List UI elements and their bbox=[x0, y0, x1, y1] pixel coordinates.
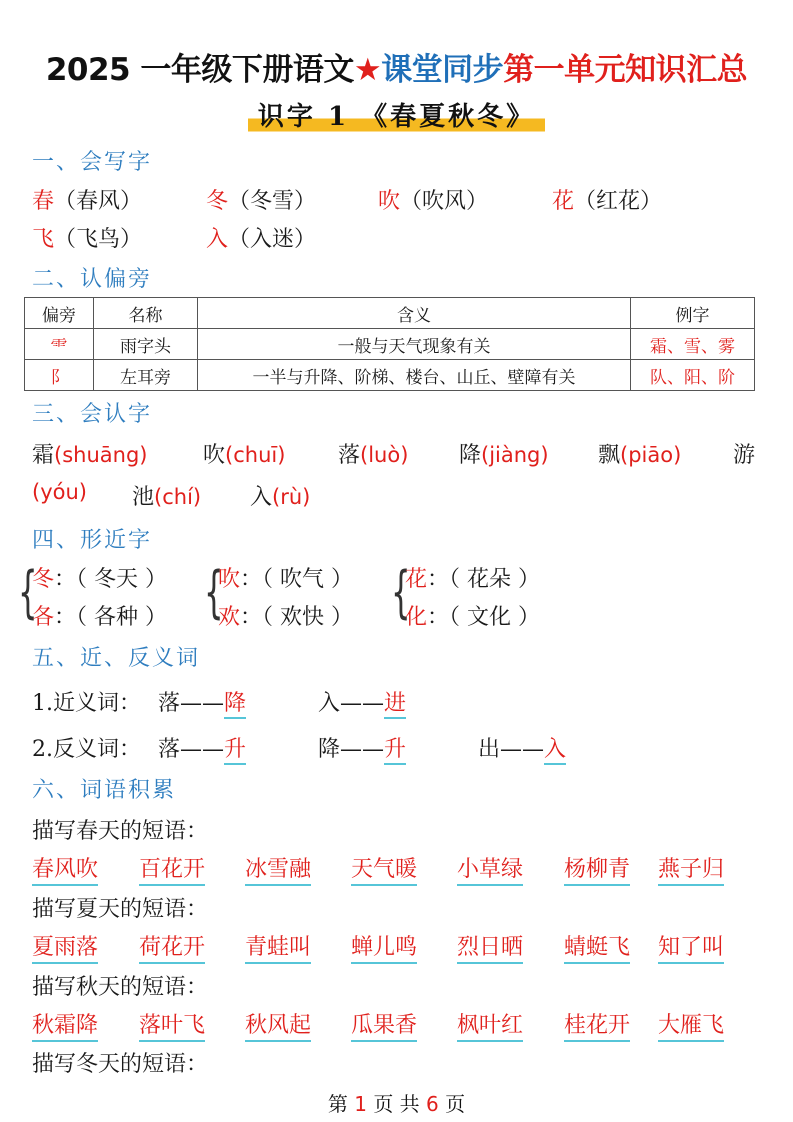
similar-char-a: 花：（ 花朵 ） bbox=[405, 567, 541, 592]
page-number: 1 bbox=[354, 1092, 367, 1116]
recognize-char-item: 吹(chuī) bbox=[203, 443, 286, 468]
phrase-item: 百花开 bbox=[139, 852, 205, 886]
phrase-item: 枫叶红 bbox=[457, 1008, 523, 1042]
antonyms-label: 2.反义词： bbox=[32, 737, 141, 762]
phrase-label-summer: 描写夏天的短语： bbox=[32, 897, 209, 922]
phrase-item: 荷花开 bbox=[139, 930, 205, 964]
write-char-item: 冬（冬雪） bbox=[206, 189, 317, 214]
section-heading-radicals: 二、认偏旁 bbox=[32, 267, 153, 292]
phrase-item: 蜻蜓飞 bbox=[564, 930, 630, 964]
phrase-item: 杨柳青 bbox=[564, 852, 630, 886]
lesson-subtitle: 识字 1 《春夏秋冬》 bbox=[248, 100, 545, 134]
section-heading-phrases: 六、词语积累 bbox=[32, 778, 177, 803]
phrase-item: 大雁飞 bbox=[658, 1008, 724, 1042]
document-title bbox=[0, 44, 793, 89]
antonym-pair: 落——升 bbox=[158, 732, 246, 763]
phrase-item: 落叶飞 bbox=[139, 1008, 205, 1042]
recognize-char-item: 入(rù) bbox=[250, 485, 311, 510]
phrase-item: 知了叫 bbox=[658, 930, 724, 964]
write-char-item: 飞（飞鸟） bbox=[32, 227, 143, 252]
section-heading-write: 一、会写字 bbox=[32, 150, 153, 175]
similar-char-b: 欢：（ 欢快 ） bbox=[218, 605, 354, 630]
similar-char-b: 各：（ 各种 ） bbox=[32, 605, 168, 630]
table-header: 含义 bbox=[198, 298, 631, 329]
table-row bbox=[25, 360, 755, 391]
write-char-item: 入（入迷） bbox=[206, 227, 317, 252]
phrase-item: 小草绿 bbox=[457, 852, 523, 886]
radical-examples-cell: 队、阳、阶 bbox=[631, 360, 755, 391]
table-row bbox=[25, 329, 755, 360]
antonym-pair: 降——升 bbox=[318, 732, 406, 763]
recognize-char-item: 游 bbox=[733, 443, 756, 468]
similar-char-a: 冬：（ 冬天 ） bbox=[32, 567, 168, 592]
synonym-pair: 落——降 bbox=[158, 686, 246, 717]
recognize-char-item: 霜(shuāng) bbox=[32, 443, 148, 468]
synonym-pair: 入——进 bbox=[318, 686, 406, 717]
phrase-item: 燕子归 bbox=[658, 852, 724, 886]
radical-meaning-cell: 一半与升降、阶梯、楼台、山丘、壁障有关 bbox=[198, 360, 631, 391]
write-char-item: 花（红花） bbox=[552, 189, 663, 214]
brace-icon: { bbox=[391, 560, 411, 625]
phrase-label-winter: 描写冬天的短语： bbox=[32, 1052, 209, 1077]
phrase-item: 蝉儿鸣 bbox=[351, 930, 417, 964]
phrase-item: 青蛙叫 bbox=[245, 930, 311, 964]
radical-table bbox=[24, 297, 755, 391]
phrase-item: 秋霜降 bbox=[32, 1008, 98, 1042]
antonym-pair: 出——入 bbox=[478, 732, 566, 763]
table-header: 例字 bbox=[631, 298, 755, 329]
table-header: 名称 bbox=[94, 298, 198, 329]
similar-char-b: 化：（ 文化 ） bbox=[405, 605, 541, 630]
star-icon: ★ bbox=[353, 52, 382, 88]
brace-icon: { bbox=[18, 560, 38, 625]
table-header-row bbox=[25, 298, 755, 329]
radical-name-cell: 雨字头 bbox=[94, 329, 198, 360]
title-part-grade: 2025 一年级下册语文 bbox=[45, 52, 354, 88]
phrase-item: 烈日晒 bbox=[457, 930, 523, 964]
title-part-sync: 课堂同步 bbox=[381, 52, 504, 88]
section-heading-synonyms: 五、近、反义词 bbox=[32, 646, 201, 671]
recognize-char-item: 降(jiàng) bbox=[459, 443, 549, 468]
radical-examples-cell: 霜、雪、雾 bbox=[631, 329, 755, 360]
section-heading-similar: 四、形近字 bbox=[32, 528, 153, 553]
phrase-item: 秋风起 bbox=[245, 1008, 311, 1042]
write-char-item: 春（春风） bbox=[32, 189, 143, 214]
phrase-item: 夏雨落 bbox=[32, 930, 98, 964]
phrase-item: 天气暖 bbox=[351, 852, 417, 886]
radical-name-cell: 左耳旁 bbox=[94, 360, 198, 391]
phrase-label-spring: 描写春天的短语： bbox=[32, 819, 209, 844]
radical-meaning-cell: 一般与天气现象有关 bbox=[198, 329, 631, 360]
phrase-item: 春风吹 bbox=[32, 852, 98, 886]
title-part-unit: 第一单元知识汇总 bbox=[503, 52, 748, 88]
radical-cell: ⻗ bbox=[25, 329, 94, 360]
phrase-item: 桂花开 bbox=[564, 1008, 630, 1042]
write-char-item: 吹（吹风） bbox=[378, 189, 489, 214]
phrase-item: 冰雪融 bbox=[245, 852, 311, 886]
radical-cell: 阝 bbox=[25, 360, 94, 391]
table-header: 偏旁 bbox=[25, 298, 94, 329]
recognize-char-item: 池(chí) bbox=[132, 485, 202, 510]
section-heading-recognize: 三、会认字 bbox=[32, 402, 153, 427]
phrase-item: 瓜果香 bbox=[351, 1008, 417, 1042]
similar-char-a: 吹：（ 吹气 ） bbox=[218, 567, 354, 592]
brace-icon: { bbox=[204, 560, 224, 625]
synonyms-label: 1.近义词： bbox=[32, 691, 141, 716]
phrase-label-autumn: 描写秋天的短语： bbox=[32, 975, 209, 1000]
recognize-char-item: 落(luò) bbox=[338, 443, 409, 468]
page-total: 6 bbox=[426, 1092, 439, 1116]
recognize-char-item: 飘(piāo) bbox=[598, 443, 682, 468]
page-footer: 第 1 页 共 6 页 bbox=[327, 1092, 466, 1116]
recognize-char-pinyin-wrap: (yóu) bbox=[32, 480, 87, 504]
